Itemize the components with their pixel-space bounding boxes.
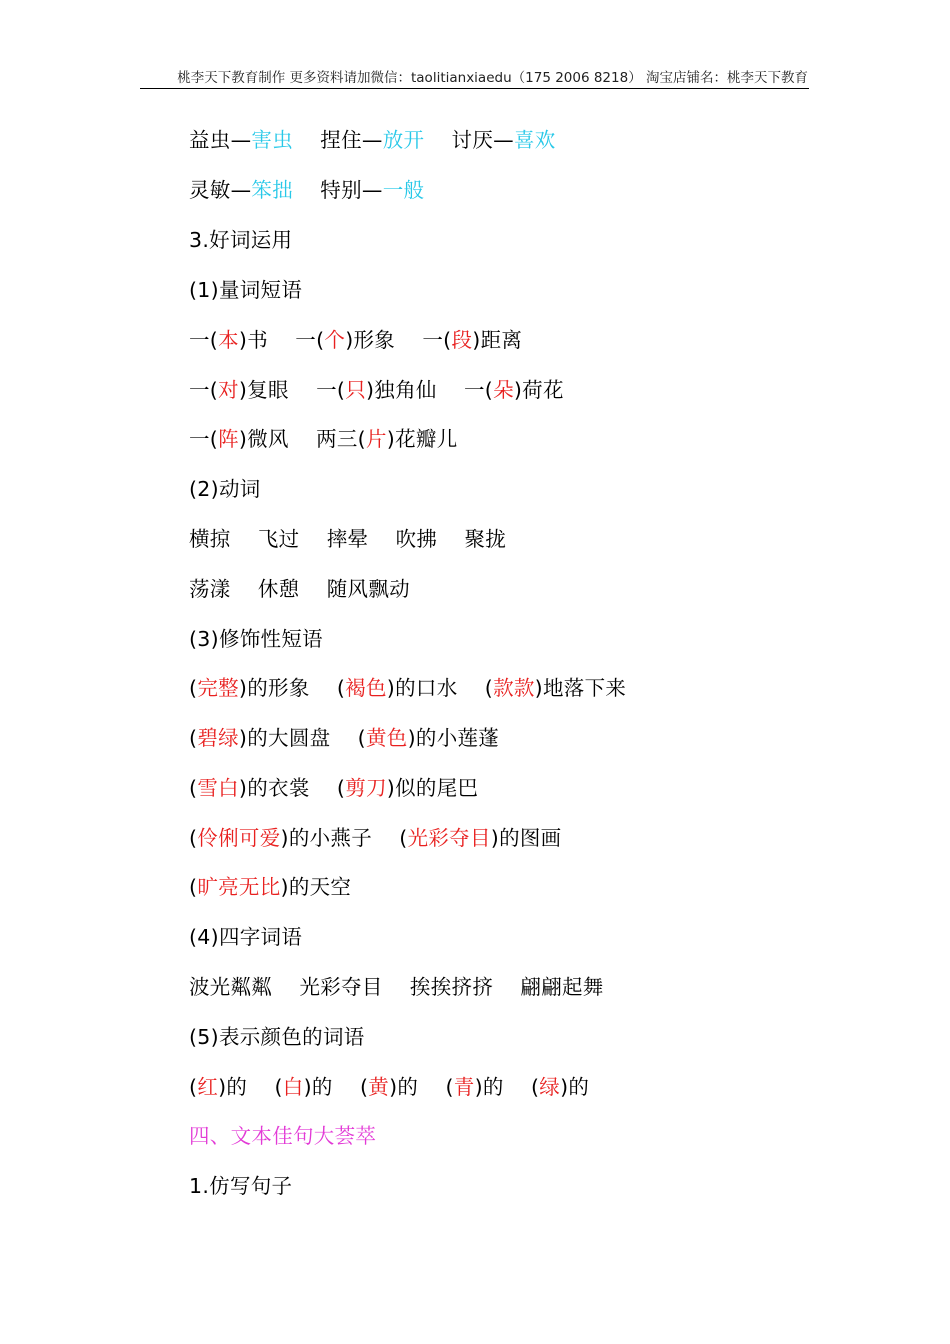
- text-segment: )地落下来: [534, 676, 627, 700]
- text-line: [189, 1073, 589, 1101]
- text-segment: 一(: [189, 427, 219, 451]
- highlighted-text: 伶俐可爱: [197, 826, 281, 850]
- text-segment: (: [189, 676, 198, 700]
- text-line: [189, 276, 302, 304]
- highlighted-text: 旷亮无比: [197, 875, 281, 899]
- text-segment: 荡漾 休憩 随风飘动: [189, 577, 410, 601]
- highlighted-text: 白: [282, 1075, 304, 1099]
- highlighted-text: 四、文本佳句大荟萃: [189, 1124, 377, 1148]
- text-segment: )的形象 (: [238, 676, 346, 700]
- highlighted-text: 害虫: [251, 128, 294, 152]
- highlighted-text: 碧绿: [197, 726, 239, 750]
- highlighted-text: 黄: [368, 1075, 390, 1099]
- highlighted-text: 光彩夺目: [407, 826, 491, 850]
- text-segment: )独角仙 一(: [366, 378, 494, 402]
- text-segment: 讨厌—: [424, 128, 514, 152]
- text-segment: )复眼 一(: [238, 378, 346, 402]
- text-segment: (4)四字词语: [189, 925, 303, 949]
- text-line: [189, 1023, 365, 1051]
- text-segment: (5)表示颜色的词语: [189, 1025, 365, 1049]
- text-segment: )的 (: [303, 1075, 369, 1099]
- highlighted-text: 放开: [382, 128, 425, 152]
- text-line: [189, 824, 561, 852]
- header-rule: [140, 88, 809, 89]
- text-line: [189, 525, 506, 553]
- highlighted-text: 对: [218, 378, 239, 402]
- text-segment: 横掠 飞过 摔晕 吹拂 聚拢: [189, 527, 507, 551]
- text-segment: )的小燕子 (: [280, 826, 408, 850]
- text-segment: (2)动词: [189, 477, 261, 501]
- text-segment: )的 (: [389, 1075, 454, 1099]
- highlighted-text: 黄色: [365, 726, 408, 750]
- text-segment: )的口水 (: [386, 676, 494, 700]
- text-segment: 3.好词运用: [189, 228, 293, 252]
- text-segment: (1)量词短语: [189, 278, 303, 302]
- text-segment: 一(: [189, 378, 219, 402]
- text-line: [189, 625, 323, 653]
- highlighted-text: 只: [345, 378, 366, 402]
- text-segment: )的天空: [280, 875, 352, 899]
- text-segment: (: [189, 726, 198, 750]
- highlighted-text: 褐色: [345, 676, 387, 700]
- highlighted-text: 阵: [218, 427, 239, 451]
- highlighted-text: 段: [451, 328, 473, 352]
- text-line: [189, 226, 292, 254]
- text-segment: 特别—: [293, 178, 383, 202]
- highlighted-text: 款款: [493, 676, 535, 700]
- text-line: [189, 475, 261, 503]
- highlighted-text: 绿: [539, 1075, 561, 1099]
- text-line: [189, 425, 458, 453]
- highlighted-text: 剪刀: [345, 776, 387, 800]
- text-line: [189, 176, 424, 204]
- text-line: [189, 774, 478, 802]
- text-segment: 波光粼粼 光彩夺目 挨挨挤挤 翩翩起舞: [189, 975, 604, 999]
- text-segment: )荷花: [513, 378, 564, 402]
- text-segment: )的 (: [474, 1075, 540, 1099]
- text-line: [189, 1122, 376, 1150]
- text-segment: )的小莲蓬: [407, 726, 500, 750]
- highlighted-text: 笨拙: [251, 178, 294, 202]
- text-line: [189, 973, 604, 1001]
- text-segment: 益虫—: [189, 128, 252, 152]
- text-segment: )的 (: [218, 1075, 283, 1099]
- highlighted-text: 本: [218, 328, 239, 352]
- text-segment: )书 一(: [238, 328, 325, 352]
- highlighted-text: 完整: [197, 676, 239, 700]
- text-segment: )形象 一(: [345, 328, 452, 352]
- text-segment: )的: [560, 1075, 590, 1099]
- text-line: [189, 923, 302, 951]
- highlighted-text: 一般: [382, 178, 425, 202]
- highlighted-text: 红: [197, 1075, 219, 1099]
- text-segment: )的大圆盘 (: [238, 726, 366, 750]
- text-line: [189, 674, 626, 702]
- text-line: [189, 1172, 292, 1200]
- text-segment: (: [189, 875, 198, 899]
- text-line: [189, 126, 556, 154]
- text-segment: (: [189, 776, 198, 800]
- highlighted-text: 朵: [493, 378, 514, 402]
- text-line: [189, 575, 410, 603]
- text-segment: )距离: [472, 328, 523, 352]
- text-segment: 一(: [189, 328, 219, 352]
- text-segment: 灵敏—: [189, 178, 252, 202]
- text-segment: )微风 两三(: [238, 427, 366, 451]
- text-segment: )花瓣儿: [386, 427, 458, 451]
- text-line: [189, 873, 351, 901]
- text-line: [189, 326, 522, 354]
- text-segment: (: [189, 1075, 198, 1099]
- highlighted-text: 片: [365, 427, 387, 451]
- page-header: 桃李天下教育制作 更多资料请加微信：taolitianxiaedu（175 2006 8218） 淘宝店铺名：桃李天下教育: [177, 70, 808, 86]
- text-segment: )的图画: [490, 826, 562, 850]
- text-segment: )似的尾巴: [386, 776, 479, 800]
- text-segment: 捏住—: [293, 128, 383, 152]
- highlighted-text: 青: [453, 1075, 475, 1099]
- highlighted-text: 个: [324, 328, 346, 352]
- text-segment: (3)修饰性短语: [189, 627, 323, 651]
- highlighted-text: 喜欢: [513, 128, 556, 152]
- text-segment: 1.仿写句子: [189, 1174, 293, 1198]
- text-segment: (: [189, 826, 198, 850]
- highlighted-text: 雪白: [197, 776, 239, 800]
- text-line: [189, 724, 499, 752]
- text-segment: )的衣裳 (: [238, 776, 346, 800]
- text-line: [189, 376, 564, 404]
